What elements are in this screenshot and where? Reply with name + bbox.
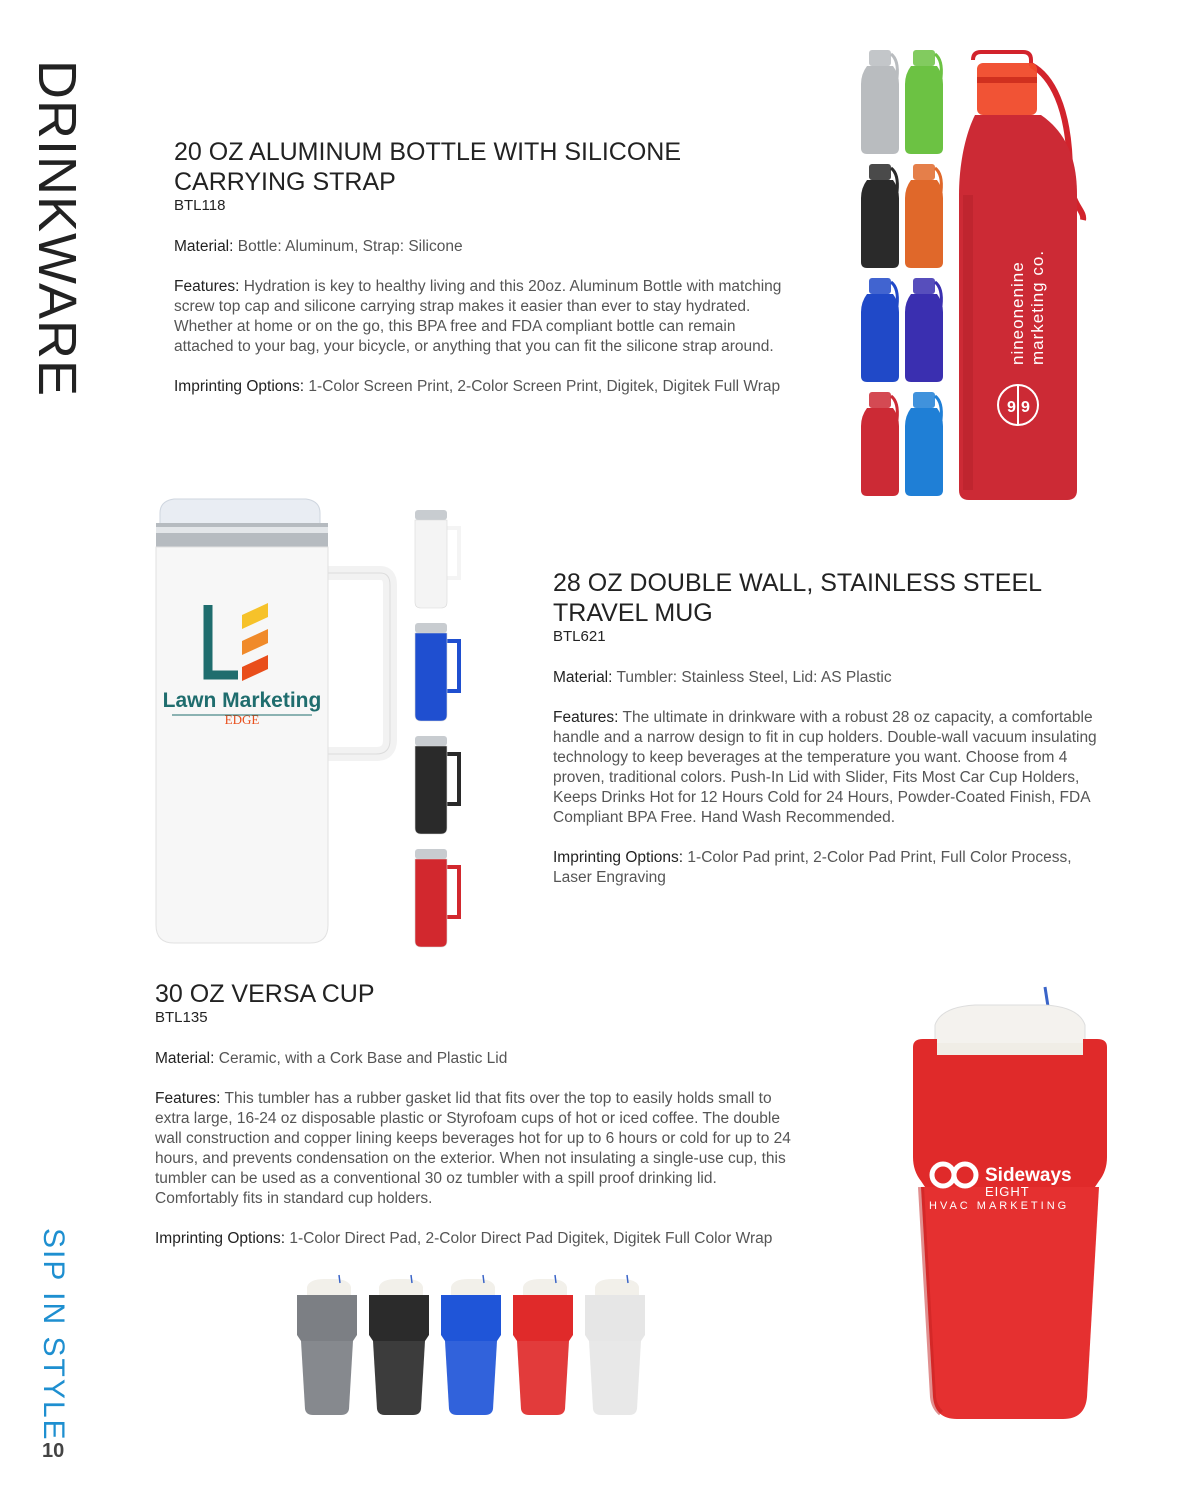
features-label: Features:	[174, 278, 240, 295]
cup-variant	[585, 1275, 645, 1415]
product-sku: BTL135	[155, 1009, 208, 1026]
product-imprint	[155, 1229, 795, 1249]
section-subtitle: SIP IN STYLE	[37, 1228, 70, 1442]
versa-cup-variants-image	[290, 1273, 650, 1423]
features-label: Features:	[155, 1090, 221, 1107]
product-material	[553, 668, 1098, 688]
product-title: 30 OZ VERSA CUP	[155, 980, 375, 1008]
svg-text:9: 9	[1007, 399, 1016, 416]
mug-variant	[415, 849, 459, 947]
material-label: Material:	[155, 1050, 215, 1067]
product-material	[155, 1049, 795, 1069]
mug-variant	[415, 510, 459, 608]
product-features	[553, 708, 1098, 828]
features-label: Features:	[553, 709, 619, 726]
product-title	[553, 568, 1098, 628]
features-value: The ultimate in drinkware with a robust 28 oz capacity, a comfortable handle and a narrow design to fit in cup holders. Double-wall vacuum insulating technology to keep beverages at the temperature you want. Choose from 4 proven, traditional colors. Push-In Lid with Slider, Fits Most Car Cup Holders, Keeps Drinks Hot for 12 Hours Cold for 24 Hours, Powder-Coated Finish, FDA Compliant BPA Free. Hand Wash Recommended.	[553, 709, 1097, 826]
material-value: Tumbler: Stainless Steel, Lid: AS Plastic	[616, 669, 892, 686]
mug-variant	[415, 623, 459, 721]
bottle-variant	[905, 50, 943, 154]
product-sku: BTL118	[174, 197, 226, 214]
bottle-variant	[861, 278, 899, 382]
product-title-line2: CARRYING STRAP	[174, 168, 396, 196]
versa-cup-image	[905, 985, 1115, 1425]
cup-variant	[297, 1275, 357, 1415]
bottle-variant	[861, 164, 899, 268]
svg-text:9: 9	[1021, 399, 1030, 416]
product-title-line1: 20 OZ ALUMINUM BOTTLE WITH SILICONE	[174, 138, 682, 166]
product-title	[174, 137, 794, 197]
product-travel-mug	[553, 568, 1098, 908]
travel-mug-image	[150, 495, 490, 955]
bottle-variant	[861, 392, 899, 496]
imprint-value: 1-Color Pad print, 2-Color Pad Print, Full Color Process, Laser Engraving	[553, 849, 1072, 886]
mug-variant	[415, 736, 459, 834]
product-features	[174, 277, 794, 357]
product-title-line1: 28 OZ DOUBLE WALL, STAINLESS STEEL	[553, 569, 1043, 597]
imprint-value: 1-Color Direct Pad, 2-Color Direct Pad Digitek, Digitek Full Color Wrap	[289, 1230, 773, 1247]
bottle-variant	[905, 392, 943, 496]
page-number: 10	[42, 1440, 65, 1462]
product-imprint	[174, 377, 794, 397]
product-imprint	[553, 848, 1098, 888]
imprint-value: 1-Color Screen Print, 2-Color Screen Print, Digitek, Digitek Full Wrap	[308, 378, 781, 395]
product-title-line2: TRAVEL MUG	[553, 599, 713, 627]
material-label: Material:	[174, 238, 234, 255]
section-title: DRINKWARE	[27, 60, 87, 398]
imprint-label: Imprinting Options:	[155, 1230, 286, 1247]
features-value: This tumbler has a rubber gasket lid that fits over the top to easily holds small to extra large, 16-24 oz disposable plastic or Styrofoam cups of hot or iced coffee. The double wall construction and copper lining keeps beverages hot for up to 6 hours or cold for up to 24 hours, and prevents condensation on the exterior. When not insulating a single-use cup, this tumbler can be used as a conventional 30 oz tumbler with a spill proof drinking lid. Comfortably fits in standard cup holders.	[155, 1090, 791, 1207]
product-versa-cup	[155, 979, 795, 1269]
bottle-variant	[861, 50, 899, 154]
bottle-variant	[905, 278, 943, 382]
logo-text-edge: EDGE	[224, 712, 260, 727]
cup-variant	[369, 1275, 429, 1415]
product-aluminum-bottle	[174, 137, 794, 417]
imprint-label: Imprinting Options:	[553, 849, 684, 866]
bottle-variant	[905, 164, 943, 268]
product-sku: BTL621	[553, 628, 606, 645]
material-label: Material:	[553, 669, 613, 686]
logo-text-hvac-marketing: HVAC MARKETING	[929, 1200, 1070, 1212]
logo-text-sideways: Sideways	[985, 1165, 1072, 1186]
features-value: Hydration is key to healthy living and this 20oz. Aluminum Bottle with matching screw top cap and silicone carrying strap makes it easier than ever to stay hydrated. Whether at home or on the go, this BPA free and FDA compliant bottle can remain attached to your bag, your bicycle, or anything that you can fit the silicone strap around.	[174, 278, 782, 355]
material-value: Bottle: Aluminum, Strap: Silicone	[237, 238, 463, 255]
imprint-label: Imprinting Options:	[174, 378, 305, 395]
material-value: Ceramic, with a Cork Base and Plastic Lid	[218, 1050, 508, 1067]
logo-text-nineonenine: nineonenine	[1008, 261, 1027, 365]
product-features	[155, 1089, 795, 1209]
logo-text-eight: EIGHT	[985, 1184, 1030, 1199]
cup-variant	[513, 1275, 573, 1415]
logo-text-lawn-marketing: Lawn Marketing	[162, 689, 322, 712]
product-material	[174, 237, 794, 257]
logo-text-marketing-co: marketing co.	[1028, 249, 1047, 365]
cup-variant	[441, 1275, 501, 1415]
aluminum-bottle-image	[855, 45, 1115, 505]
